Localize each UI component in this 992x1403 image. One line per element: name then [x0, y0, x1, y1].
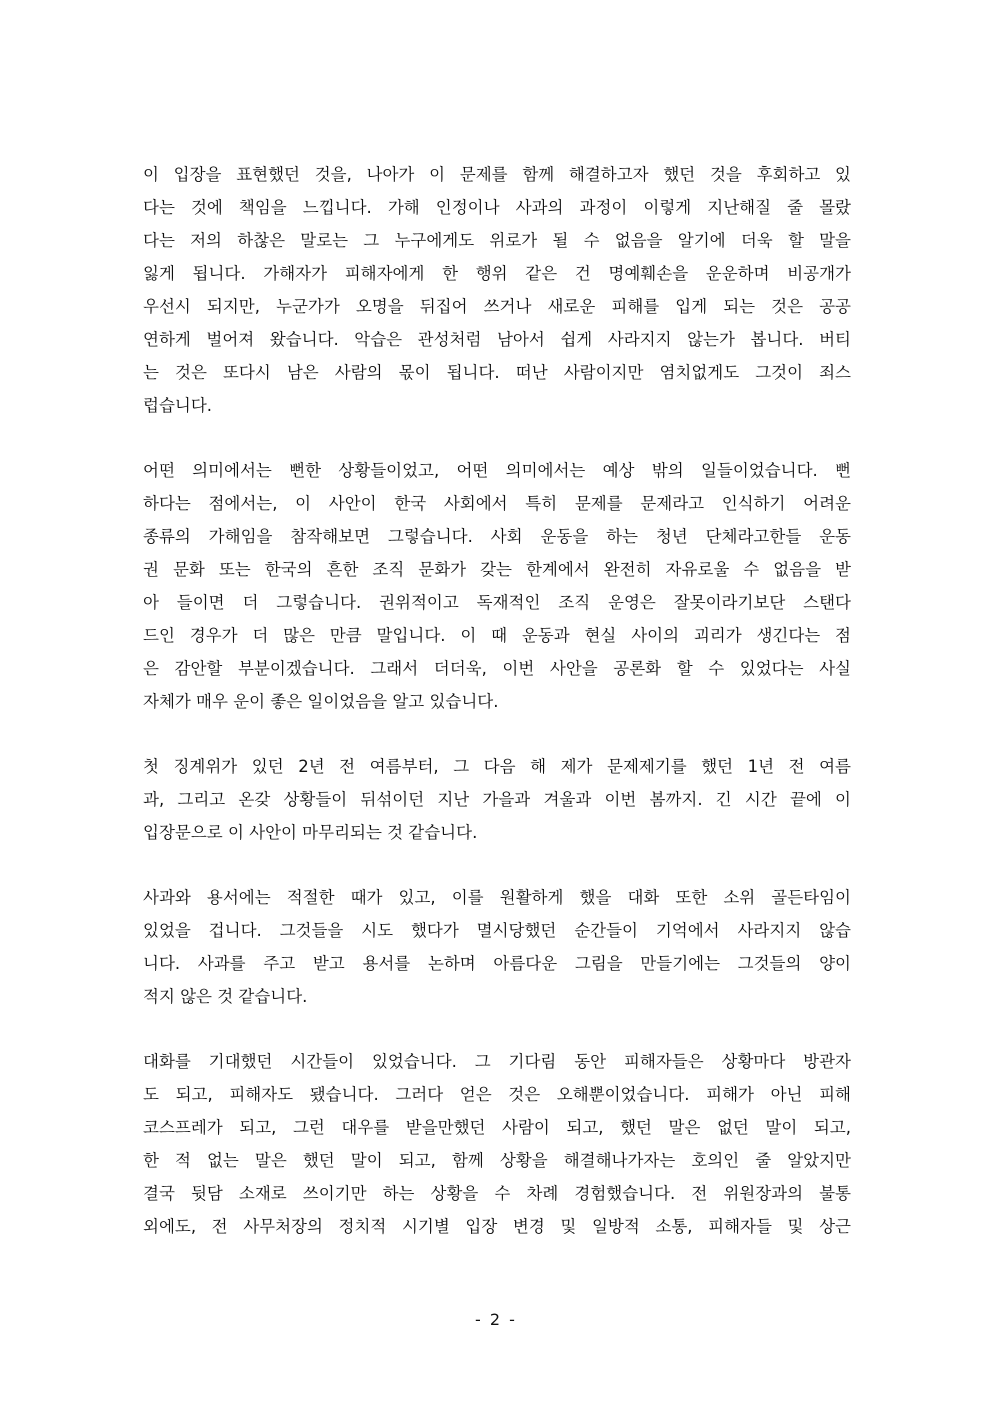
paragraph-4: [143, 881, 851, 1013]
text-line: 적지 않은 것 같습니다.: [143, 987, 308, 1006]
text-line: 사과와 용서에는 적절한 때가 있고, 이를 원활하게 했을 대화 또한 소위 골든타임이: [143, 888, 851, 907]
text-line: 잃게 됩니다. 가해자가 피해자에게 한 행위 같은 건 명예훼손을 운운하며 비공개가: [143, 264, 851, 283]
text-line: 니다. 사과를 주고 받고 용서를 논하며 아름다운 그림을 만들기에는 그것들의 양이: [143, 954, 851, 973]
text-line: 드인 경우가 더 많은 만큼 말입니다. 이 때 운동과 현실 사이의 괴리가 생긴다는 점: [143, 626, 851, 645]
text-line: 하다는 점에서는, 이 사안이 한국 사회에서 특히 문제를 문제라고 인식하기 어려운: [143, 494, 851, 513]
text-line: 는 것은 또다시 남은 사람의 몫이 됩니다. 떠난 사람이지만 염치없게도 그것이 죄스: [143, 363, 851, 382]
text-line: 다는 저의 하찮은 말로는 그 누구에게도 위로가 될 수 없음을 알기에 더욱 할 말을: [143, 231, 851, 250]
text-line: 이 입장을 표현했던 것을, 나아가 이 문제를 함께 해결하고자 했던 것을 후회하고 있: [143, 165, 851, 184]
paragraph-1: [143, 158, 851, 422]
page-number: - 2 -: [475, 1310, 517, 1329]
text-line: 종류의 가해임을 참작해보면 그렇습니다. 사회 운동을 하는 청년 단체라고한들 운동: [143, 527, 851, 546]
paragraph-2: [143, 454, 851, 718]
text-line: 자체가 매우 운이 좋은 일이었음을 알고 있습니다.: [143, 692, 499, 711]
text-line: 과, 그리고 온갖 상황들이 뒤섞이던 지난 가을과 겨울과 이번 봄까지. 긴 시간 끝에 이: [143, 790, 851, 809]
text-line: 대화를 기대했던 시간들이 있었습니다. 그 기다림 동안 피해자들은 상황마다 방관자: [143, 1052, 851, 1071]
text-line: 결국 뒷담 소재로 쓰이기만 하는 상황을 수 차례 경험했습니다. 전 위원장과의 불통: [143, 1184, 851, 1203]
text-line: 입장문으로 이 사안이 마무리되는 것 같습니다.: [143, 823, 478, 842]
text-line: 연하게 벌어져 왔습니다. 악습은 관성처럼 남아서 쉽게 사라지지 않는가 봅니다. 버티: [143, 330, 851, 349]
text-line: 우선시 되지만, 누군가가 오명을 뒤집어 쓰거나 새로운 피해를 입게 되는 것은 공공: [143, 297, 851, 316]
text-line: 어떤 의미에서는 뻔한 상황들이었고, 어떤 의미에서는 예상 밖의 일들이었습니다. 뻔: [143, 461, 851, 480]
text-line: 외에도, 전 사무처장의 정치적 시기별 입장 변경 및 일방적 소통, 피해자들 및 상근: [143, 1217, 851, 1236]
text-line: 럽습니다.: [143, 396, 213, 415]
text-line: 있었을 겁니다. 그것들을 시도 했다가 멸시당했던 순간들이 기억에서 사라지지 않습: [143, 921, 851, 940]
paragraph-5: [143, 1045, 851, 1243]
paragraph-3: [143, 750, 851, 849]
text-line: 다는 것에 책임을 느낍니다. 가해 인정이나 사과의 과정이 이렇게 지난해질 줄 몰랐: [143, 198, 851, 217]
text-line: 코스프레가 되고, 그런 대우를 받을만했던 사람이 되고, 했던 말은 없던 말이 되고,: [143, 1118, 851, 1137]
text-line: 아 들이면 더 그렇습니다. 권위적이고 독재적인 조직 운영은 잘못이라기보단 스탠다: [143, 593, 851, 612]
text-line: 은 감안할 부분이겠습니다. 그래서 더더욱, 이번 사안을 공론화 할 수 있었다는 사실: [143, 659, 851, 678]
text-line: 권 문화 또는 한국의 흔한 조직 문화가 갖는 한계에서 완전히 자유로울 수 없음을 받: [143, 560, 851, 579]
document-body: [143, 158, 851, 1275]
text-line: 도 되고, 피해자도 됐습니다. 그러다 얻은 것은 오해뿐이었습니다. 피해가 아닌 피해: [143, 1085, 851, 1104]
text-line: 한 적 없는 말은 했던 말이 되고, 함께 상황을 해결해나가자는 호의인 줄 알았지만: [143, 1151, 851, 1170]
text-line: 첫 징계위가 있던 2년 전 여름부터, 그 다음 해 제가 문제제기를 했던 1년 전 여름: [143, 757, 851, 776]
